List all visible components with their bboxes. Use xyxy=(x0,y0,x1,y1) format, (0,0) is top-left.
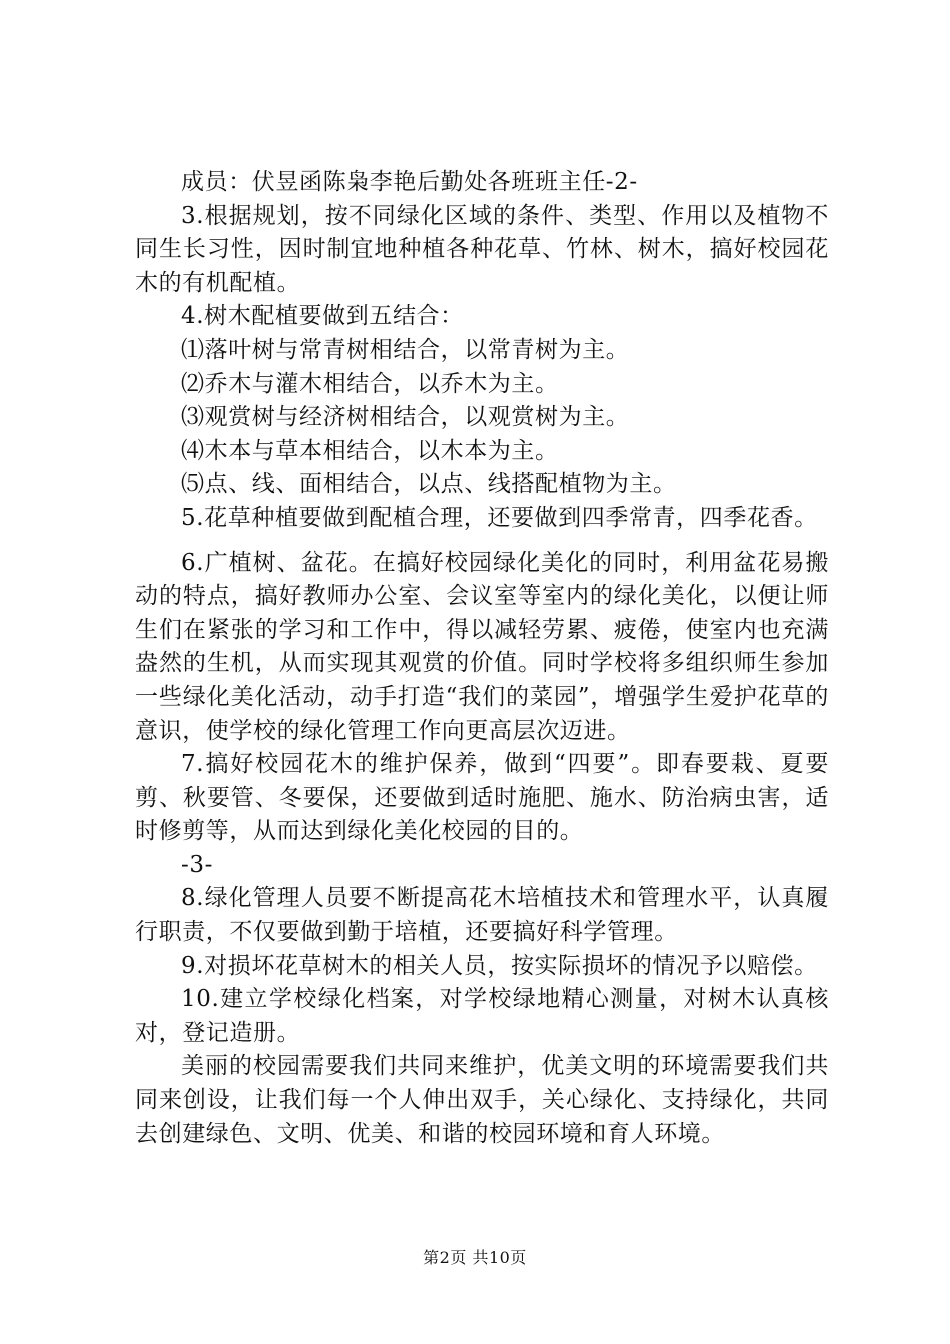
paragraph-item-10: 10.建立学校绿化档案，对学校绿地精心测量，对树木认真核对，登记造册。 xyxy=(135,986,829,1046)
paragraph-item-4: 4.树木配植要做到五结合： xyxy=(181,303,464,330)
paragraph-sub-5: ⑸点、线、面相结合，以点、线搭配植物为主。 xyxy=(181,471,677,498)
paragraph-sub-3: ⑶观赏树与经济树相结合，以观赏树为主。 xyxy=(181,404,630,431)
paragraph-item-6: 6.广植树、盆花。在搞好校园绿化美化的同时，利用盆花易搬动的特点，搞好教师办公室、会议室等室内的绿化美化，以便让师生们在紧张的学习和工作中，得以减轻劳累、疲倦，使室内也充满盎然的生机，从而实现其观赏的价值。同时学校将多组织师生参加一些绿化美化活动，动手打造“我们的菜园”，增强学生爱护花草的意识，使学校的绿化管理工作向更高层次迈进。 xyxy=(135,549,829,744)
paragraph-sub-2: ⑵乔木与灌木相结合，以乔木为主。 xyxy=(181,370,559,397)
paragraph-members: 成员：伏昱函陈枭李艳后勤处各班班主任-2- xyxy=(181,169,638,195)
paragraph-closing: 美丽的校园需要我们共同来维护，优美文明的环境需要我们共同来创设，让我们每一个人伸出双手，关心绿化、支持绿化，共同去创建绿色、文明、优美、和谐的校园环境和育人环境。 xyxy=(135,1053,829,1147)
paragraph-item-8: 8.绿化管理人员要不断提高花木培植技术和管理水平，认真履行职责，不仅要做到勤于培植，还要搞好科学管理。 xyxy=(135,885,829,946)
paragraph-item-7: 7.搞好校园花木的维护保养，做到“四要”。即春要栽、夏要剪、秋要管、冬要保，还要做到适时施肥、施水、防治病虫害，适时修剪等，从而达到绿化美化校园的目的。 xyxy=(135,751,829,845)
page-footer: 第2页 共10页 xyxy=(423,1248,527,1267)
paragraph-item-3: 3.根据规划，按不同绿化区域的条件、类型、作用以及植物不同生长习性，因时制宜地种植各种花草、竹林、树木，搞好校园花木的有机配植。 xyxy=(135,202,829,296)
paragraph-item-5: 5.花草种植要做到配植合理，还要做到四季常青，四季花香。 xyxy=(181,504,818,531)
inline-page-marker: -3- xyxy=(181,851,213,878)
paragraph-sub-4: ⑷木本与草本相结合，以木本为主。 xyxy=(181,437,559,464)
document-body xyxy=(135,166,829,1151)
paragraph-sub-1: ⑴落叶树与常青树相结合，以常青树为主。 xyxy=(181,336,630,363)
paragraph-item-9: 9.对损坏花草树木的相关人员，按实际损坏的情况予以赔偿。 xyxy=(181,952,818,979)
